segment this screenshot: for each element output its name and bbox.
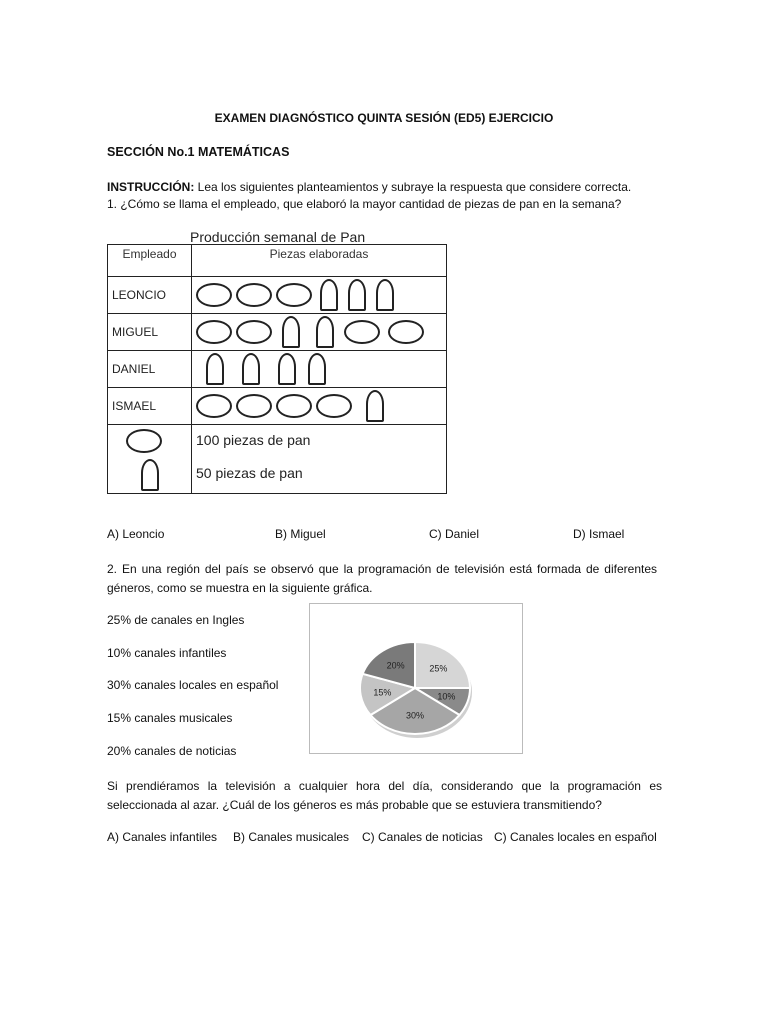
employee-name: MIGUEL (108, 314, 192, 351)
oval-icon (236, 283, 272, 307)
oval-icon (236, 394, 272, 418)
pictograph-table (107, 244, 447, 494)
table-row (108, 351, 447, 388)
legend-row (108, 425, 447, 494)
employee-name: LEONCIO (108, 277, 192, 314)
legend-labels (192, 425, 447, 494)
pie-slice-label: 20% (386, 660, 405, 671)
pie-slice-label: 10% (437, 691, 456, 702)
pie-chart-frame (309, 603, 523, 754)
employee-name: DANIEL (108, 351, 192, 388)
bun-icon (282, 316, 300, 348)
oval-icon (276, 394, 312, 418)
oval-icon (276, 283, 312, 307)
bun-icon (242, 353, 260, 385)
header-employee: Empleado (108, 245, 192, 277)
pictograph-title: Producción semanal de Pan (190, 229, 366, 245)
q1-option-b[interactable]: B) Miguel (275, 527, 326, 541)
bun-icon (308, 353, 326, 385)
oval-icon (196, 320, 232, 344)
q1-option-d[interactable]: D) Ismael (573, 527, 625, 541)
table-row (108, 277, 447, 314)
legend-bun-label: 50 piezas de pan (196, 465, 303, 481)
section-heading: SECCIÓN No.1 MATEMÁTICAS (107, 145, 290, 159)
oval-icon (344, 320, 380, 344)
oval-icon (388, 320, 424, 344)
table-row (108, 388, 447, 425)
question-2: 2. En una región del país se observó que la programación de televisión está formada de diferentes géneros, como se muestra en la siguiente gráfica. (107, 562, 657, 595)
q2-option-d[interactable]: C) Canales locales en español (494, 830, 657, 844)
pie-chart (310, 604, 522, 753)
instruction-label: INSTRUCCIÓN: (107, 180, 195, 194)
table-row (108, 314, 447, 351)
bun-icon (278, 353, 296, 385)
employee-name: ISMAEL (108, 388, 192, 425)
q2-option-c[interactable]: C) Canales de noticias (362, 830, 483, 844)
q2-option-b[interactable]: B) Canales musicales (233, 830, 350, 844)
pie-slice-label: 25% (429, 663, 448, 674)
q2-option-a[interactable]: A) Canales infantiles (107, 830, 218, 844)
oval-icon (236, 320, 272, 344)
q2-item: 15% canales musicales (107, 711, 233, 725)
bun-icon (376, 279, 394, 311)
bun-icon (348, 279, 366, 311)
oval-icon (316, 394, 352, 418)
exam-title: EXAMEN DIAGNÓSTICO QUINTA SESIÓN (ED5) EJERCICIO (214, 111, 554, 125)
pieces-icons (192, 316, 446, 348)
bun-icon (366, 390, 384, 422)
q2-item: 10% canales infantiles (107, 646, 227, 660)
oval-icon (196, 283, 232, 307)
legend-oval-icon (126, 429, 162, 453)
header-pieces: Piezas elaboradas (192, 245, 447, 277)
question-2-followup: Si prendiéramos la televisión a cualquier hora del día, considerando que la programación es seleccionada al azar. ¿Cuál de los géneros es más probable que se estuviera transmitiendo? (107, 779, 662, 812)
oval-icon (196, 394, 232, 418)
pieces-icons (192, 390, 446, 422)
legend-bun-icon (141, 459, 159, 491)
instruction-text: Lea los siguientes planteamientos y subraye la respuesta que considere correcta. (194, 180, 632, 194)
pieces-icons (192, 353, 446, 385)
pie-slice-label: 15% (373, 687, 392, 698)
bun-icon (206, 353, 224, 385)
legend-oval-label: 100 piezas de pan (196, 432, 311, 448)
q2-item: 30% canales locales en español (107, 678, 279, 692)
q1-option-c[interactable]: C) Daniel (429, 527, 480, 541)
instruction (107, 180, 667, 194)
q1-option-a[interactable]: A) Leoncio (107, 527, 165, 541)
bun-icon (320, 279, 338, 311)
question-1: 1. ¿Cómo se llama el empleado, que elaboró la mayor cantidad de piezas de pan en la semana? (107, 197, 622, 211)
q2-item: 20% canales de noticias (107, 744, 237, 758)
bun-icon (316, 316, 334, 348)
q2-item: 25% de canales en Ingles (107, 613, 245, 627)
pie-slice-label: 30% (405, 710, 425, 721)
legend-icons (108, 425, 192, 494)
pieces-icons (192, 279, 446, 311)
